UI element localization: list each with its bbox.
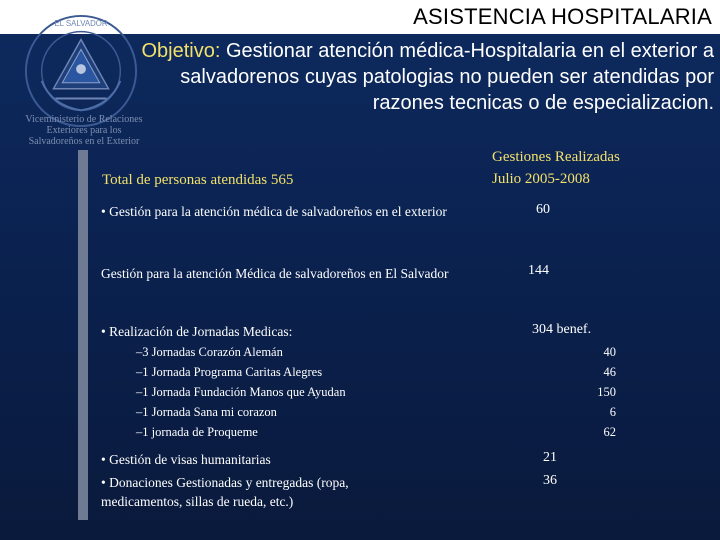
objective-body: Gestionar atención médica-Hospitalaria en el exterior a salvadorenos cuyas patologias no pueden ser atendidas por razones tecnicas o de especializacion. [180,40,714,114]
svg-text:EL SALVADOR: EL SALVADOR [54,18,108,28]
list-item-value: 144 [528,263,549,278]
list-item-value: 36 [543,473,557,488]
total-header: Total de personas atendidas 565 [102,172,294,188]
sub-list-value: 40 [603,345,616,359]
logo-caption-line: Salvadoreños en el Exterior [28,136,140,147]
objective-text [114,38,714,116]
sub-list-value: 6 [609,405,616,419]
sub-list-item: –1 Jornada Sana mi corazon [136,405,277,419]
page-title: ASISTENCIA HOSPITALARIA [413,4,712,29]
logo-caption [14,114,154,147]
objective-label: Objetivo: [141,40,221,62]
logo-caption-line: Exteriores para los [46,125,122,136]
list-item: Gestión para la atención Médica de salvadoreños en El Salvador [101,266,449,281]
list-item-value: 304 benef. [532,322,592,337]
left-rule [78,150,88,520]
list-item: • Realización de Jornadas Medicas: [101,324,293,339]
list-item: • Gestión para la atención médica de salvadoreños en el exterior [101,204,447,219]
sub-list-value: 46 [603,365,616,379]
sub-list-item: –3 Jornadas Corazón Alemán [136,345,283,359]
sub-list-item: –1 jornada de Proqueme [136,425,258,439]
gestiones-header [492,146,620,190]
gestiones-header-line: Gestiones Realizadas [492,149,620,165]
list-item-value: 60 [536,202,550,217]
sub-list-item: –1 Jornada Fundación Manos que Ayudan [136,385,346,399]
sub-list-item: –1 Jornada Programa Caritas Alegres [136,365,323,379]
list-item-value: 21 [543,450,557,465]
list-item: • Donaciones Gestionadas y entregadas (ropa, medicamentos, sillas de rueda, etc.) [101,475,349,509]
sub-list-value: 150 [597,385,616,399]
gestiones-header-line: Julio 2005-2008 [492,171,590,187]
logo-caption-line: Viceministerio de Relaciones [25,114,143,125]
list-item: • Gestión de visas humanitarias [101,452,271,467]
sub-list-value: 62 [603,425,616,439]
